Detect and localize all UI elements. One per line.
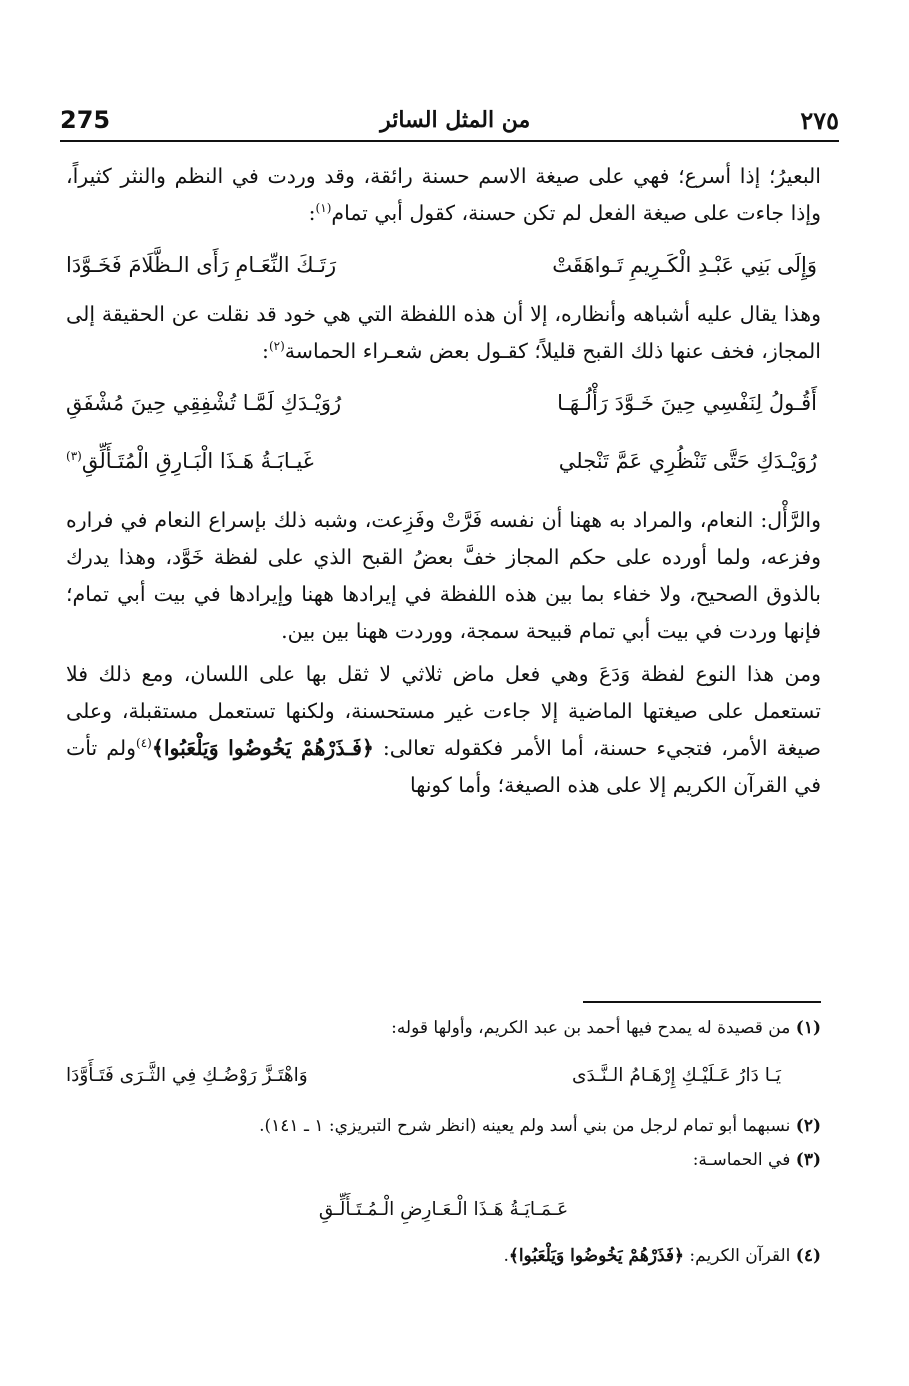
footnote-rule [583,1001,821,1003]
footnote-3-number: (٣) [795,1150,821,1170]
footnote-ref-4: (٤) [136,736,152,751]
footnote-3 [66,1144,821,1176]
footnote-3-text: في الحماسـة: [692,1150,791,1170]
verse-3-first-hemistich: رُوَيْـدَكِ حَتَّى تَنْظُرِي عَمَّ تَنْجلي [558,449,817,473]
page-number-arabic: ٢٧٥ [800,105,839,135]
verse-3-second-hemistich [66,440,314,482]
verse-1-first-hemistich: وَإِلَى بَنِي عَبْـدِ الْكَـرِيمِ تَـواهَقَتْ [552,253,817,277]
footnote-1 [66,1012,821,1044]
quran-quote: ﴿فَـذَرْهُمْ يَخُوضُوا وَيَلْعَبُوا﴾ [151,736,374,760]
footnote-1-verse-first: يَـا دَارُ عَـلَيْـكِ إِرْهَـامُ الـنَّـدَى [572,1065,781,1086]
footnote-ref-2: (٢) [268,339,285,354]
page-number-latin: 275 [60,106,111,134]
running-title: من المثل السائر [380,107,531,133]
page-header [60,100,839,140]
verse-block-hamasa [66,376,821,492]
paragraph-2-end: : [262,339,269,363]
main-text [66,158,821,810]
footnote-4-text: القرآن الكريم: [684,1246,791,1266]
header-rule [60,140,839,142]
verse-1 [66,238,821,296]
paragraph-4-text-a: ومن هذا النوع لفظة وَدَعَ وهي فعل ماض ثلاثي لا ثقل بها على اللسان، ومع ذلك فلا تستعمل على صيغتها الماضية إلا جاءت غير مستحسنة، ولكنها تستعمل مستقبلة، وعلى صيغة الأمر، فتجيء حسنة، أما الأمر فكقوله تعالى: [66,662,821,760]
footnote-2-text: نسبهما أبو تمام لرجل من بني أسد ولم يعينه (انظر شرح التبريزي: ١ ـ ١٤١). [259,1116,791,1136]
paragraph-1 [66,158,821,232]
paragraph-4 [66,656,821,804]
verse-2-second-hemistich: رُوَيْـدَكِ لَمَّـا تُشْفِقِي حِينَ مُشْفَقِ [66,391,342,415]
footnote-4-number: (٤) [795,1246,821,1266]
footnote-1-verse-second: وَاهْتَـزَّ رَوْضُـكِ فِي الثَّـرَى فَتَـأَوَّدَا [66,1065,308,1086]
paragraph-2 [66,296,821,370]
verse-2-first-hemistich: أَقُـولُ لِنَفْسِي حِينَ خَـوَّدَ رَأْلُـهَـا [557,391,817,415]
verse-2 [66,376,821,434]
paragraph-2-text: وهذا يقال عليه أشباهه وأنظاره، إلا أن هذه اللفظة التي هي خود قد نقلت عن الحقيقة إلى المجاز، فخف عنها ذلك القبح قليلاً؛ كقـول بعض شعـراء الحماسة [66,302,821,363]
paragraph-1-end: : [308,201,316,225]
footnote-4-end: . [503,1246,509,1266]
paragraph-4-text-b: ولم تأت في القرآن الكريم إلا على هذه الصيغة؛ وأما كونها [66,736,821,797]
footnote-1-text: من قصيدة له يمدح فيها أحمد بن عبد الكريم، وأولها قوله: [391,1018,791,1038]
footnote-4 [66,1240,821,1272]
paragraph-3: والرَّأْل: النعام، والمراد به ههنا أن نفسه فَرَّتْ وفَزِعت، وشبه ذلك بإسراع النعام في فراره وفزعه، ولما أورده على حكم المجاز خفَّ بعضُ القبح الذي على لفظة خَوَّد، وهذا يدرك بالذوق الصحيح، ولا خفاء بما بين هذه اللفظة في إيرادها ههنا وإيرادها في بيت أبي تمام؛ فإنها وردت في بيت أبي تمام قبيحة سمجة، ووردت ههنا بين بين. [66,508,821,643]
verse-3 [66,434,821,492]
footnote-1-number: (١) [795,1018,821,1038]
footnotes [66,1012,821,1274]
footnote-2 [66,1110,821,1142]
footnote-ref-3: (٣) [66,449,82,463]
paragraph-1-text: البعيرُ؛ إذا أسرع؛ فهي على صيغة الاسم حسنة رائقة، وقد وردت في النظم والنثر كثيراً، وإذا جاءت على صيغة الفعل لم تكن حسنة، كقول أبي تمام [66,164,821,225]
verse-3-second-text: غَيـابَـةُ هَـذَا الْبَـارِقِ الْمُتَـأَلِّقِ [81,449,314,473]
footnote-4-quran: ﴿فَذَرْهُمْ يَخُوضُوا وَيَلْعَبُوا﴾ [508,1246,685,1266]
verse-1-second-hemistich: رَتَـكَ النِّعَـامِ رَأَى الـظَّلَامَ فَخَـوَّدَا [66,253,337,277]
footnote-3-verse: عَـمَـايَـةُ هَـذَا الْـعَـارِضِ الْـمُـتَـأَلِّـقِ [318,1199,569,1220]
footnote-1-verse [66,1046,821,1110]
footnote-ref-1: (١) [315,201,332,216]
footnote-2-number: (٢) [795,1116,821,1136]
